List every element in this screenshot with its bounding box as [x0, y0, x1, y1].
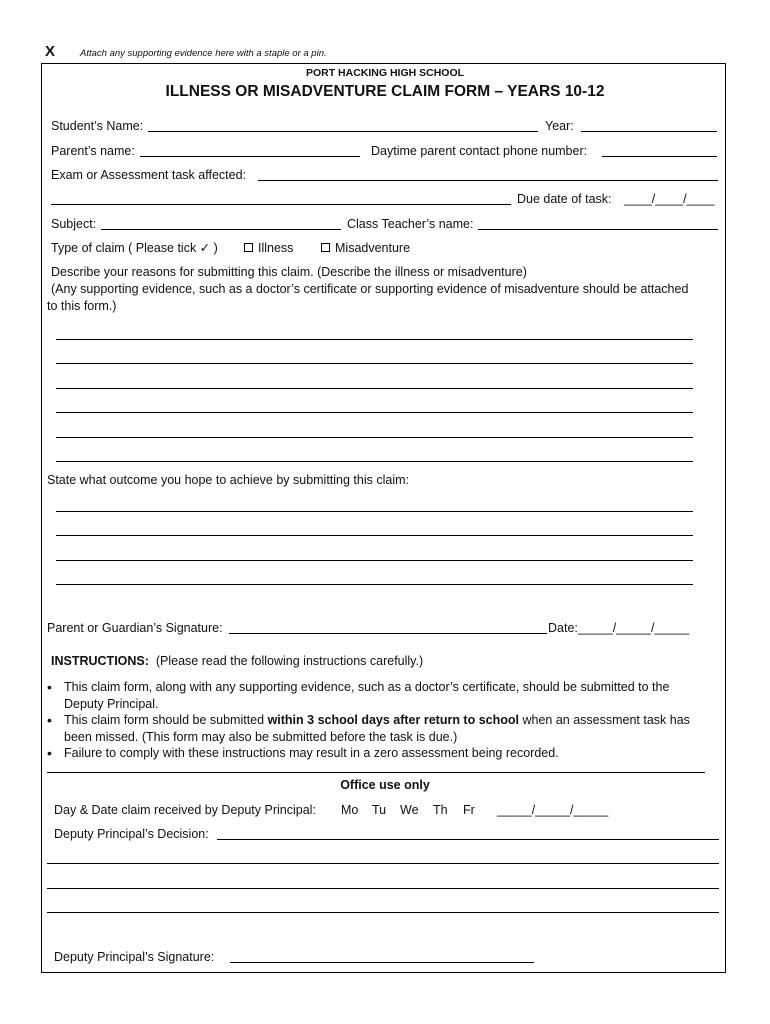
guardian-date-label: Date:	[548, 621, 578, 635]
student-name-field[interactable]	[148, 131, 538, 132]
year-label: Year:	[545, 119, 574, 133]
outcome-label: State what outcome you hope to achieve by submitting this claim:	[47, 473, 409, 487]
instructions-subheading: (Please read the following instructions carefully.)	[155, 654, 424, 668]
describe-line[interactable]	[56, 461, 693, 462]
describe-line[interactable]	[56, 363, 693, 364]
attach-note: Attach any supporting evidence here with a staple or a pin.	[80, 48, 327, 59]
day-option-th[interactable]: Th	[433, 803, 448, 817]
outcome-line[interactable]	[56, 511, 693, 512]
outcome-line[interactable]	[56, 560, 693, 561]
date-received-field[interactable]: _____/_____/_____	[497, 803, 609, 817]
misadventure-checkbox[interactable]	[321, 243, 330, 252]
student-name-label: Student’s Name:	[51, 119, 144, 133]
due-date-label: Due date of task:	[517, 192, 612, 206]
guardian-signature-field[interactable]	[229, 633, 547, 634]
claim-type-label: Type of claim ( Please tick ✓ )	[51, 241, 218, 255]
subject-label: Subject:	[51, 217, 97, 231]
instructions-heading: INSTRUCTIONS:	[51, 654, 149, 668]
day-option-fr[interactable]: Fr	[463, 803, 475, 817]
subject-field[interactable]	[101, 229, 341, 230]
dp-signature-label: Deputy Principal’s Signature:	[54, 950, 215, 964]
office-use-heading: Office use only	[340, 778, 430, 792]
office-divider	[47, 772, 705, 773]
staple-mark: X	[45, 43, 56, 60]
describe-line[interactable]	[56, 437, 693, 438]
parent-name-label: Parent’s name:	[51, 144, 135, 158]
describe-label: Describe your reasons for submitting this claim. (Describe the illness or misadventure)	[51, 265, 527, 279]
class-teacher-label: Class Teacher’s name:	[347, 217, 474, 231]
decision-line[interactable]	[47, 912, 719, 913]
illness-option[interactable]	[244, 242, 293, 255]
guardian-date-field[interactable]: _____/_____/_____	[578, 621, 690, 635]
decision-field[interactable]	[217, 839, 719, 840]
school-name: PORT HACKING HIGH SCHOOL	[305, 67, 465, 79]
instructions-list	[47, 679, 712, 762]
decision-label: Deputy Principal’s Decision:	[54, 827, 209, 841]
date-received-label: Day & Date claim received by Deputy Principal:	[54, 803, 316, 817]
day-option-we[interactable]: We	[400, 803, 419, 817]
describe-line[interactable]	[56, 412, 693, 413]
instruction-item	[47, 745, 712, 762]
due-date-field[interactable]: ____/____/____	[624, 192, 715, 206]
decision-line[interactable]	[47, 888, 719, 889]
instruction-emphasis: within 3 school days after return to school	[267, 713, 519, 727]
misadventure-option[interactable]	[321, 242, 410, 255]
form-title: ILLNESS OR MISADVENTURE CLAIM FORM – YEARS 10-12	[165, 83, 605, 100]
exam-task-field-continued[interactable]	[51, 204, 511, 205]
daytime-phone-field[interactable]	[602, 156, 717, 157]
illness-option-label: Illness	[258, 241, 294, 255]
class-teacher-field[interactable]	[478, 229, 718, 230]
exam-task-label: Exam or Assessment task affected:	[51, 168, 246, 182]
instruction-text: Failure to comply with these instructions may result in a zero assessment being recorded.	[64, 746, 559, 760]
guardian-signature-label: Parent or Guardian’s Signature:	[47, 621, 223, 635]
evidence-note-line2: to this form.)	[47, 299, 117, 313]
describe-line[interactable]	[56, 388, 693, 389]
outcome-line[interactable]	[56, 584, 693, 585]
misadventure-option-label: Misadventure	[335, 241, 411, 255]
decision-line[interactable]	[47, 863, 719, 864]
illness-checkbox[interactable]	[244, 243, 253, 252]
instruction-text: This claim form should be submitted	[64, 713, 268, 727]
day-option-tu[interactable]: Tu	[372, 803, 387, 817]
day-option-mo[interactable]: Mo	[341, 803, 359, 817]
evidence-note-line1: (Any supporting evidence, such as a doctor’s certificate or supporting evidence of misadventure should be attached	[51, 282, 689, 296]
instruction-text: when an assessment task has been missed. (This form may also be submitted before the task is due.)	[64, 713, 690, 744]
daytime-phone-label: Daytime parent contact phone number:	[371, 144, 588, 158]
exam-task-field[interactable]	[258, 180, 718, 181]
outcome-line[interactable]	[56, 535, 693, 536]
instruction-text: This claim form, along with any supporting evidence, such as a doctor’s certificate, should be submitted to the Deputy Principal.	[64, 680, 670, 711]
instructions-heading-row	[51, 655, 423, 668]
year-field[interactable]	[581, 131, 717, 132]
dp-signature-field[interactable]	[230, 962, 534, 963]
instruction-item	[47, 679, 712, 712]
instruction-item	[47, 712, 712, 745]
describe-line[interactable]	[56, 339, 693, 340]
parent-name-field[interactable]	[140, 156, 360, 157]
